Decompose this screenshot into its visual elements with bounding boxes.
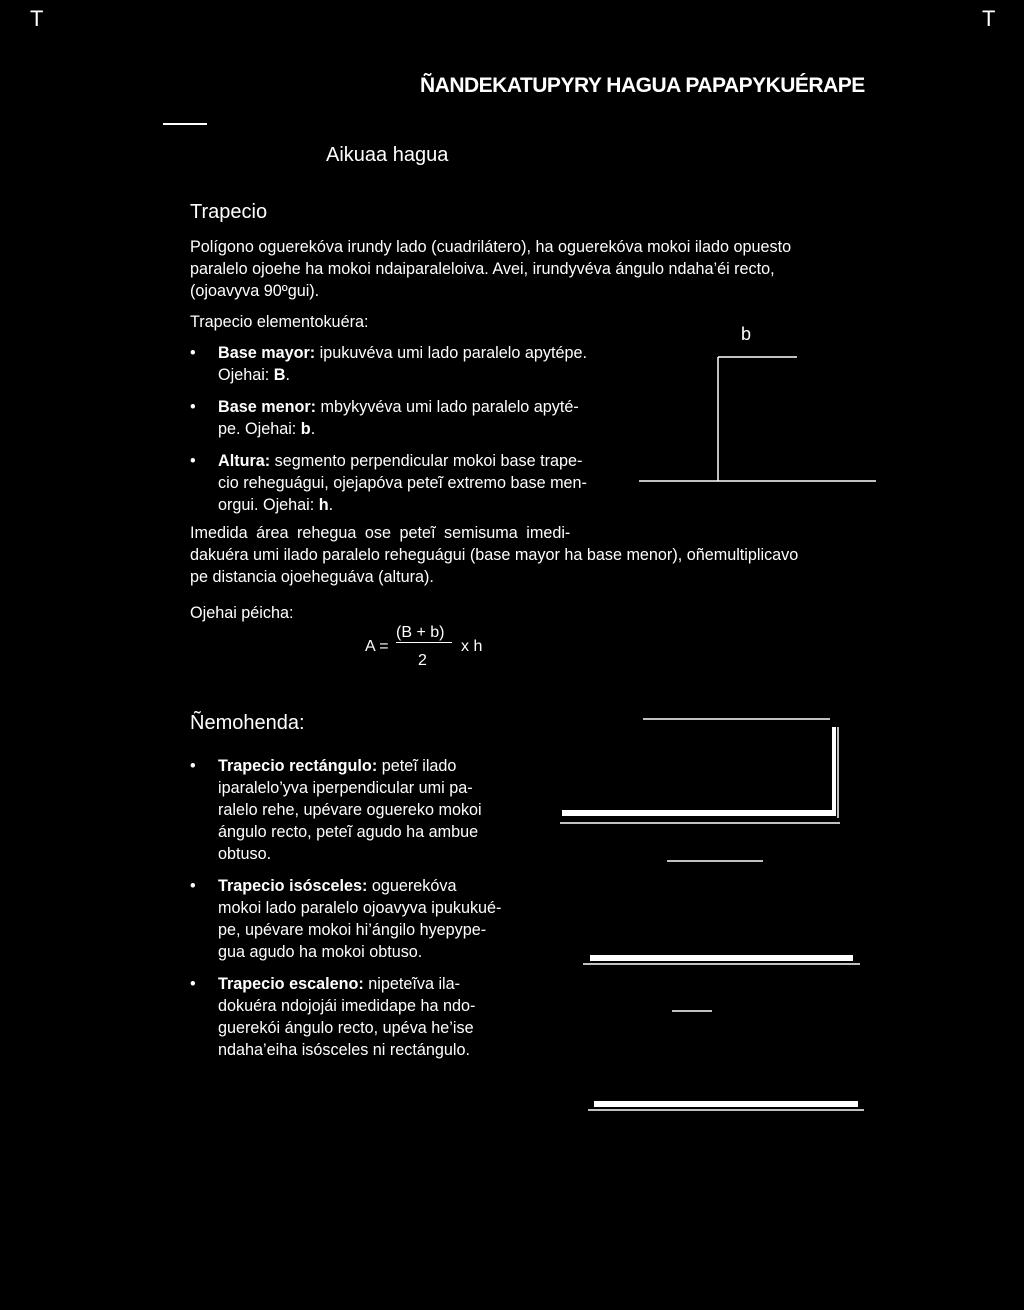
list-item: [190, 755, 550, 865]
item-text: oguerekóva: [367, 877, 457, 895]
list-item: [190, 875, 550, 963]
term-altura: Altura:: [218, 452, 271, 470]
formula-numerator: (B + b): [396, 624, 445, 641]
term-trapecio-escaleno: Trapecio escaleno:: [218, 975, 364, 993]
item-text: mbykyvéva umi lado paralelo apyté-: [316, 398, 579, 416]
area-line: pe distancia ojoeheguáva (altura).: [190, 568, 434, 586]
list-item: [190, 342, 660, 386]
list-item: [190, 450, 660, 516]
term-trapecio-isosceles: Trapecio isósceles:: [218, 877, 368, 895]
item-text: Ojehai:: [218, 366, 274, 384]
item-text: .: [310, 420, 316, 438]
item-text: .: [285, 366, 290, 384]
item-text: ipukuvéva umi lado paralelo apytépe.: [315, 344, 587, 362]
examples-list: [190, 755, 550, 1061]
term-base-mayor: Base mayor:: [218, 344, 316, 362]
header-rule: [163, 123, 207, 125]
item-text: pe. Ojehai:: [218, 420, 301, 438]
item-text: cio reheguágui, ojejapóva peteĩ extremo base men-: [218, 474, 587, 492]
subtitle: Aikuaa hagua: [326, 144, 449, 166]
item-text: iparalelo’yva iperpendicular umi pa-: [218, 779, 473, 797]
formula-label: Ojehai péicha:: [190, 604, 294, 622]
item-text: ndaha’eiha isósceles ni rectángulo.: [218, 1041, 470, 1059]
area-line: dakuéra umi ilado paralelo reheguágui (base mayor ha base menor), oñemultiplicavo: [190, 546, 799, 564]
diagram-label-b: b: [741, 324, 752, 344]
crop-mark-left: T: [30, 6, 44, 31]
item-text: gua agudo ha mokoi obtuso.: [218, 943, 423, 961]
item-text: ralelo rehe, upévare oguereko mokoi: [218, 801, 482, 819]
symbol-B: B: [273, 366, 286, 384]
item-text: dokuéra ndojojái imedidape ha ndo-: [218, 997, 476, 1015]
intro-paragraph: [190, 236, 890, 302]
section-title: Trapecio: [190, 201, 268, 223]
formula-rhs: x h: [461, 638, 483, 655]
elements-label: Trapecio elementokuéra:: [190, 313, 369, 331]
elements-list: [190, 342, 660, 516]
item-text: pe, upévare mokoi hi’ángilo hyepype-: [218, 921, 487, 939]
item-text: mokoi lado paralelo ojoavyva ipukukué-: [218, 899, 502, 917]
intro-line: paralelo ojoehe ha mokoi ndaiparaleloiva. Avei, irundyvéva ángulo ndaha’éi recto,: [190, 260, 775, 278]
fraction-bar: [396, 642, 452, 643]
formula-denominator: 2: [418, 652, 427, 669]
item-text: segmento perpendicular mokoi base trape-: [270, 452, 583, 470]
symbol-b: b: [300, 420, 311, 438]
examples-title: Ñemohenda:: [190, 712, 305, 734]
item-text: nipeteĩva ila-: [363, 975, 461, 993]
item-text: .: [328, 496, 334, 514]
formula-lhs: A =: [365, 638, 389, 655]
area-paragraph: [190, 522, 890, 588]
crop-mark-right: T: [982, 6, 996, 31]
term-trapecio-rectangulo: Trapecio rectángulo:: [218, 757, 378, 775]
page-header: ÑANDEKATUPYRY HAGUA PAPAPYKUÉRAPE: [420, 74, 865, 97]
list-item: [190, 396, 660, 440]
item-text: peteĩ ilado: [377, 757, 457, 775]
term-base-menor: Base menor:: [218, 398, 317, 416]
intro-line: (ojoavyva 90ºgui).: [190, 282, 320, 300]
item-text: obtuso.: [218, 845, 272, 863]
area-line: Imedida área rehegua ose peteĩ semisuma imedi-: [190, 524, 571, 542]
item-text: orgui. Ojehai:: [218, 496, 319, 514]
symbol-h: h: [318, 496, 329, 514]
intro-line: Polígono oguerekóva irundy lado (cuadrilátero), ha oguerekóva mokoi ilado opuesto: [190, 238, 792, 256]
list-item: [190, 973, 550, 1061]
item-text: guerekói ángulo recto, upéva he’ise: [218, 1019, 474, 1037]
item-text: ángulo recto, peteĩ agudo ha ambue: [218, 823, 479, 841]
